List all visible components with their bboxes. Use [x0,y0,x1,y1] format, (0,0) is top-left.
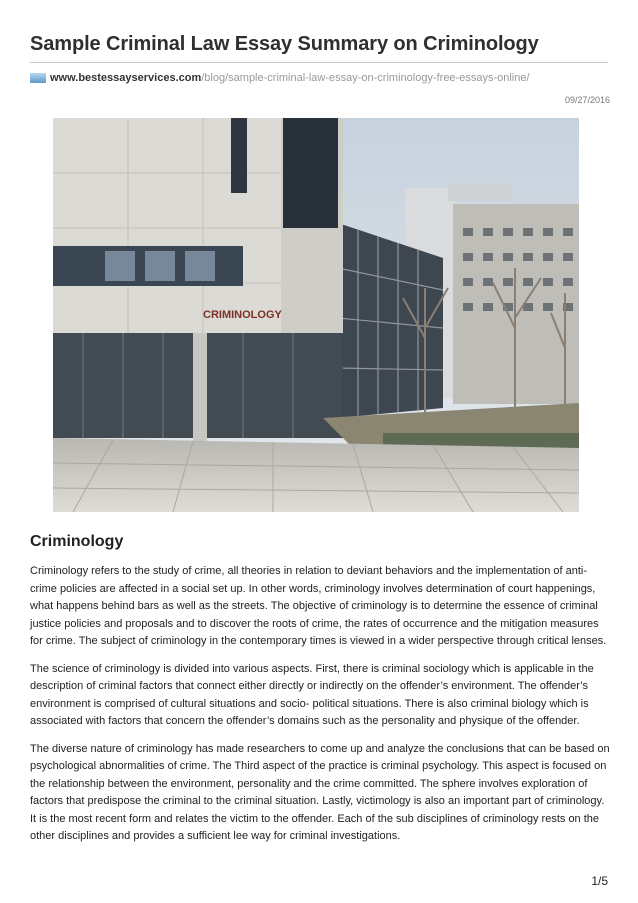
site-favicon-icon [30,73,46,83]
page-title: Sample Criminal Law Essay Summary on Criminology [30,33,539,55]
section-heading: Criminology [30,533,124,550]
paragraph: The science of criminology is divided into various aspects. First, there is criminal sociology which is applicable in the description of criminal factors that connect either directly or indirectly on the offender’s environment. The offender’s environment is comprised of cultural situations and socio- political situations. There is also criminal biology which is associated with factors that concern the offender’s domains such as the personality and physique of the offender. [30,662,594,727]
building-sign-text: CRIMINOLOGY [203,309,282,321]
page-number: 1/5 [591,874,608,888]
source-line [30,71,530,85]
paragraph: Criminology refers to the study of crime, all theories in relation to deviant behaviors and the implementation of anti- crime policies are affected in a social set up. In other words, criminology involves determination of court happenings, what happens behind bars as well as the streets. The objective of criminology is to determine the essence of criminal justice policies and proposals and to discover the roots of crime, the rates of occurrence and the mitigation measures for crime. The subject of criminology in the contemporary times is viewed in a wider perspective through critical lenses. [30,565,607,647]
criminology-building-photo [53,118,579,512]
paragraph: The diverse nature of criminology has made researchers to come up and analyze the conclusions that can be based on psychological abnormalities of crime. The Third aspect of the practice is criminal psychology. This aspect is focused on the relationship between the environment, personality and the crime committed. The sphere involves exploration of factors that predispose the criminal to the criminal situation. Lastly, victimology is also an important part of criminology. It is the most recent form and relates the victim to the offender. Each of the sub disciplines of criminology rests on the other disciplines and provides a sufficient lee way for criminal investigations. [30,742,610,842]
source-path-link[interactable]: /blog/sample-criminal-law-essay-on-criminology-free-essays-online/ [201,72,530,84]
title-divider [30,62,608,63]
publish-date: 09/27/2016 [564,95,610,105]
article-body [30,563,610,856]
source-domain-link[interactable]: www.bestessayservices.com [50,72,202,84]
